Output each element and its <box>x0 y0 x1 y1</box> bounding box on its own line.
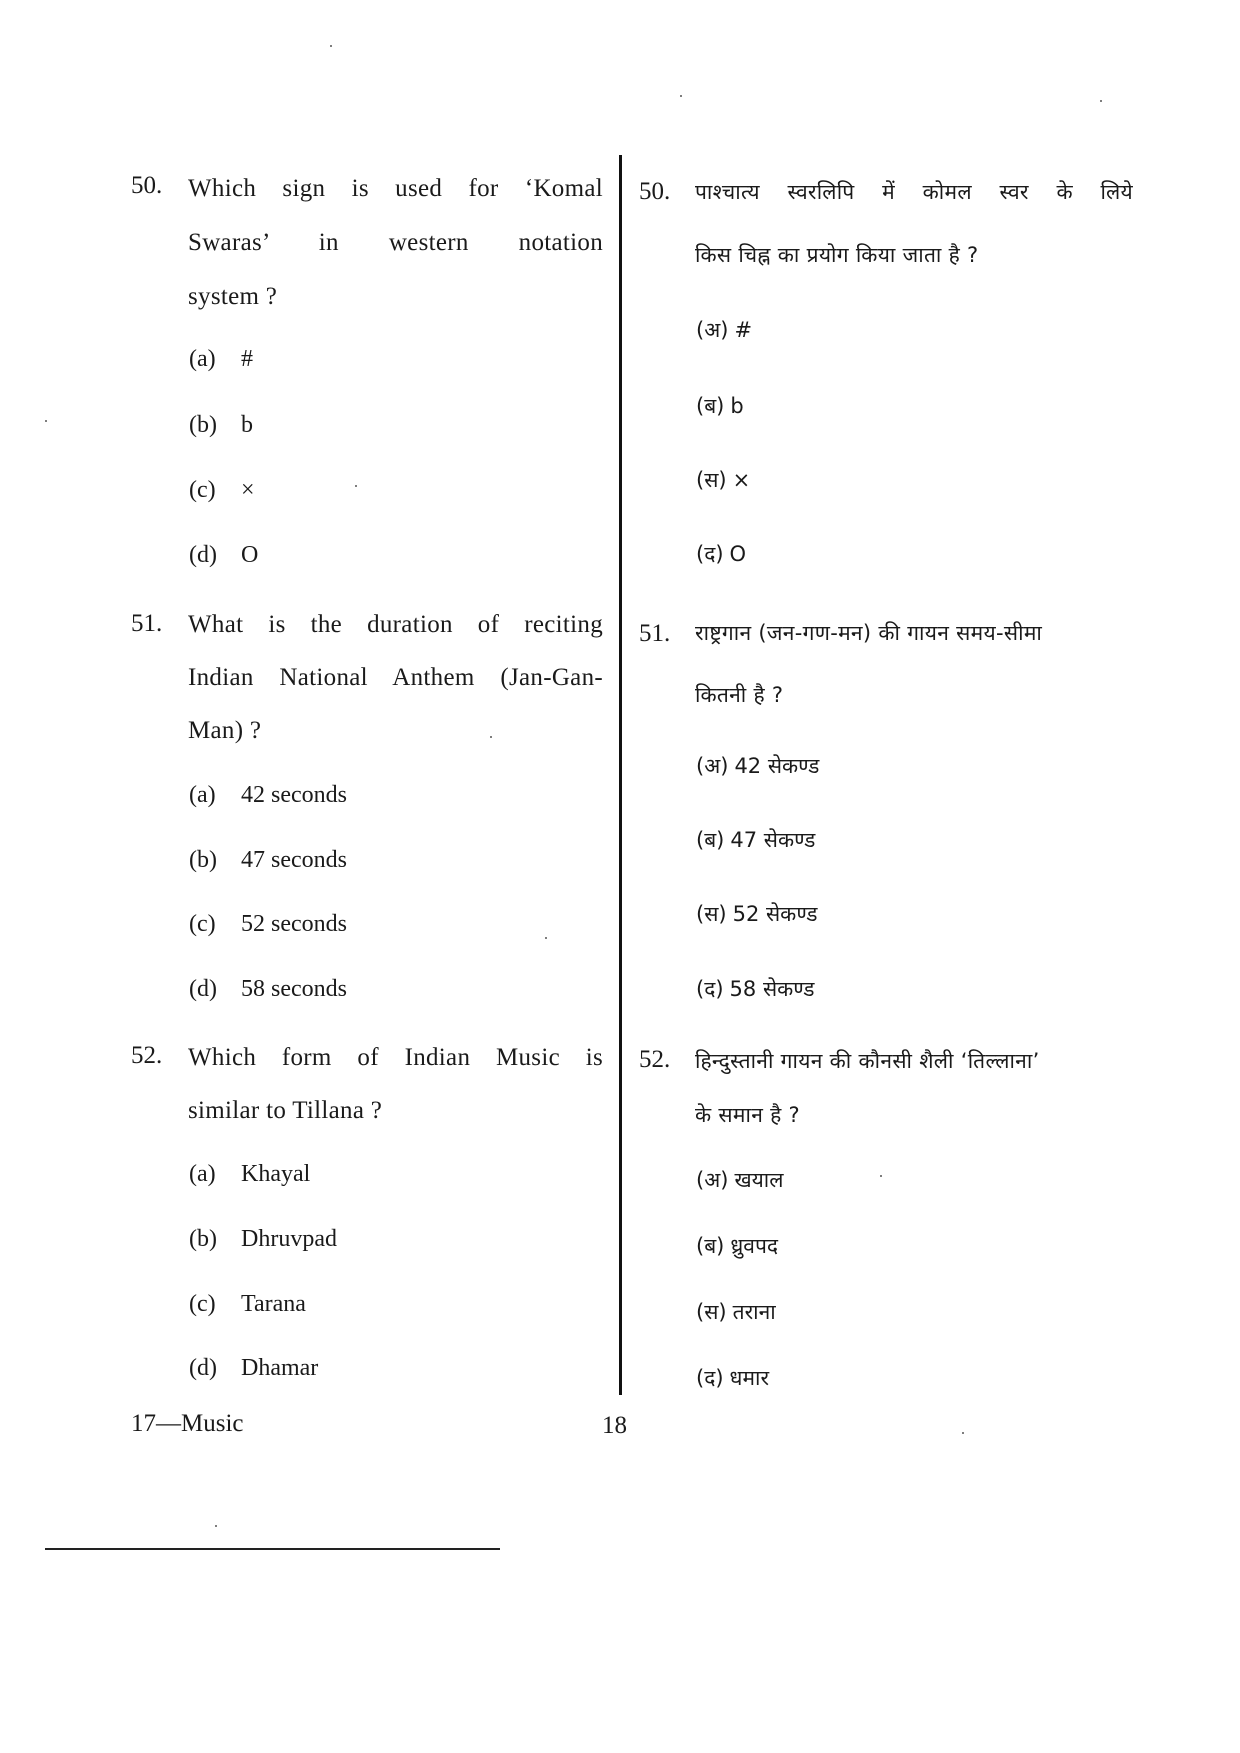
question-number: 51. <box>639 620 671 647</box>
option-a[interactable]: (a) Khayal <box>189 1161 311 1187</box>
question-number: 50. <box>131 172 163 199</box>
option-c[interactable]: (स) × <box>696 468 751 492</box>
option-d[interactable]: (द) O <box>696 542 747 566</box>
option-c[interactable]: (c) Tarana <box>189 1291 306 1317</box>
scan-speck <box>962 1432 964 1434</box>
option-a[interactable]: (a) # <box>189 346 253 372</box>
option-c[interactable]: (c) 52 seconds <box>189 911 347 937</box>
question-line: Which sign is used for ‘Komal <box>188 175 603 202</box>
question-line: के समान है ? <box>695 1103 800 1127</box>
option-d[interactable]: (d) O <box>189 542 259 568</box>
option-a[interactable]: (a) 42 seconds <box>189 782 347 808</box>
option-b[interactable]: (ब) 47 सेकण्ड <box>696 828 816 852</box>
option-d[interactable]: (द) धमार <box>696 1366 770 1390</box>
question-line: Which form of Indian Music is <box>188 1044 603 1071</box>
scan-speck <box>880 1175 882 1177</box>
question-number: 50. <box>639 178 671 205</box>
question-line: What is the duration of reciting <box>188 611 603 638</box>
question-line: Indian National Anthem (Jan-Gan- <box>188 664 603 691</box>
option-d[interactable]: (d) 58 seconds <box>189 976 347 1002</box>
scan-speck <box>215 1525 217 1527</box>
footer-subject: 17—Music <box>131 1410 244 1437</box>
question-line: किस चिह्न का प्रयोग किया जाता है ? <box>695 243 979 267</box>
option-b[interactable]: (b) b <box>189 412 253 438</box>
scan-speck <box>45 420 47 422</box>
option-a[interactable]: (अ) खयाल <box>696 1168 784 1192</box>
question-line: हिन्दुस्तानी गायन की कौनसी शैली ‘तिल्लाना’ <box>695 1049 1040 1073</box>
question-line: राष्ट्रगान (जन-गण-मन) की गायन समय-सीमा <box>695 621 1043 645</box>
scan-speck <box>355 485 357 487</box>
option-d[interactable]: (द) 58 सेकण्ड <box>696 977 815 1001</box>
question-number: 52. <box>131 1042 163 1069</box>
option-a[interactable]: (अ) # <box>696 318 753 342</box>
option-c[interactable]: (स) तराना <box>696 1300 776 1324</box>
option-b[interactable]: (b) Dhruvpad <box>189 1226 337 1252</box>
page-number: 18 <box>602 1412 627 1439</box>
question-line: कितनी है ? <box>695 683 784 707</box>
option-c[interactable]: (c) × <box>189 477 255 503</box>
question-line: Man) ? <box>188 717 262 744</box>
option-b[interactable]: (ब) b <box>696 394 744 418</box>
question-number: 52. <box>639 1046 671 1073</box>
scan-speck <box>490 736 492 738</box>
option-b[interactable]: (ब) ध्रुवपद <box>696 1234 779 1258</box>
column-divider <box>619 155 622 1395</box>
question-number: 51. <box>131 610 163 637</box>
scan-speck <box>680 95 682 97</box>
option-a[interactable]: (अ) 42 सेकण्ड <box>696 754 820 778</box>
scan-speck <box>330 45 332 47</box>
scan-speck <box>1100 100 1102 102</box>
question-line: similar to Tillana ? <box>188 1097 383 1124</box>
bottom-rule <box>45 1548 500 1550</box>
question-line: पाश्चात्य स्वरलिपि में कोमल स्वर के लिये <box>695 180 1133 204</box>
option-c[interactable]: (स) 52 सेकण्ड <box>696 902 818 926</box>
scan-speck <box>545 937 547 939</box>
option-b[interactable]: (b) 47 seconds <box>189 847 347 873</box>
question-line: system ? <box>188 283 278 310</box>
option-d[interactable]: (d) Dhamar <box>189 1355 319 1381</box>
question-line: Swaras’ in western notation <box>188 229 603 256</box>
